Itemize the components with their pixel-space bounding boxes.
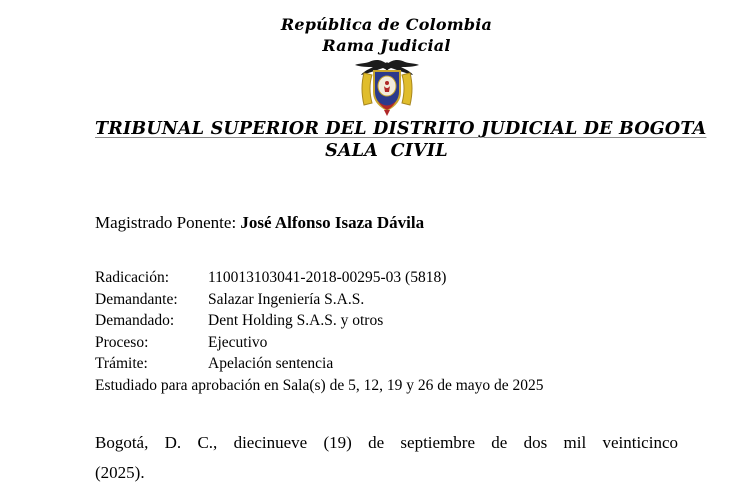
magistrado-ponente-line	[95, 212, 678, 234]
detail-label: Trámite:	[95, 355, 148, 372]
case-detail-row-proceso	[95, 332, 678, 354]
detail-label: Demandante:	[95, 290, 178, 308]
dateline-line1: Bogotá, D. C., diecinueve (19) de septiembre de dos mil veinticinco	[95, 433, 678, 452]
tribunal-title: TRIBUNAL SUPERIOR DEL DISTRITO JUDICIAL DE BOGOTA	[95, 119, 707, 139]
detail-label: Radicación:	[95, 269, 170, 286]
detail-value: Ejecutivo	[208, 333, 268, 351]
dateline-line2: (2025).	[95, 463, 145, 482]
case-detail-row-demandado	[95, 310, 678, 332]
case-detail-row-tramite	[95, 353, 678, 375]
detail-value: Salazar Ingeniería S.A.S.	[208, 290, 365, 308]
judicial-branch-title: Rama Judicial	[322, 36, 451, 55]
sala-title: SALA CIVIL	[325, 141, 448, 161]
detail-value: Dent Holding S.A.S. y otros	[208, 312, 384, 329]
colombia-coat-of-arms-icon	[351, 58, 423, 116]
sala-study-footnote: Estudiado para aprobación en Sala(s) de 5, 12, 19 y 26 de mayo de 2025	[95, 376, 544, 394]
detail-label: Proceso:	[95, 333, 149, 351]
detail-label: Demandado:	[95, 312, 175, 329]
coat-of-arms-svg	[351, 58, 423, 116]
dateline-paragraph	[95, 428, 678, 488]
republic-title: República de Colombia	[280, 15, 493, 34]
magistrado-label: Magistrado Ponente:	[95, 213, 241, 232]
detail-value: 110013103041-2018-00295-03 (5818)	[208, 269, 447, 286]
magistrado-name: José Alfonso Isaza Dávila	[240, 213, 425, 232]
case-detail-row-demandante	[95, 289, 678, 311]
case-details	[95, 267, 678, 396]
document-header	[95, 14, 707, 162]
detail-value: Apelación sentencia	[208, 355, 334, 372]
case-detail-row-radicacion	[95, 267, 678, 289]
